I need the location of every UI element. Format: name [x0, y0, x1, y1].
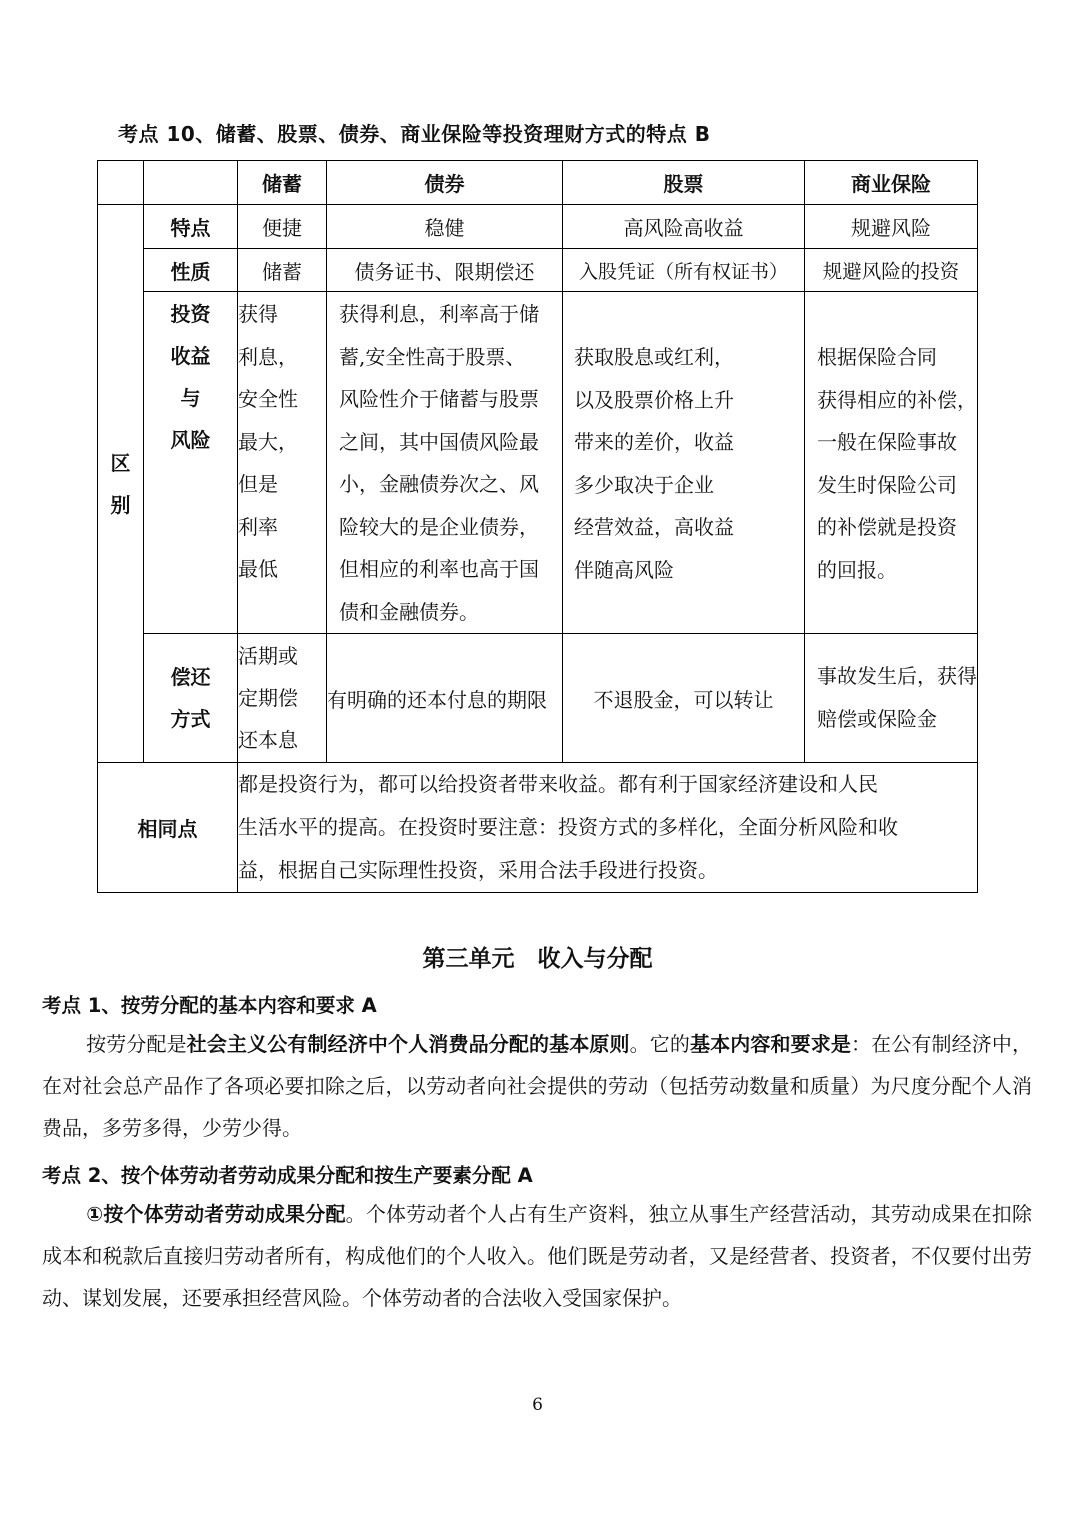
repay-savings: 活期或 定期偿 还本息 — [238, 634, 327, 763]
feature-label: 特点 — [144, 205, 238, 249]
row-return — [98, 292, 978, 634]
return-savings: 获得 利息， 安全性 最大， 但是 利率 最低 — [238, 292, 327, 634]
unit-title: 第三单元 收入与分配 — [422, 946, 653, 972]
kp1-title: 考点 1、按劳分配的基本内容和要求 A — [42, 994, 377, 1017]
header-empty-2 — [144, 161, 238, 205]
row-feature — [98, 205, 978, 249]
nature-savings: 储蓄 — [238, 249, 327, 292]
same-content: 都是投资行为，都可以给投资者带来收益。都有利于国家经济建设和人民 生活水平的提高。在投资时要注意：投资方式的多样化，全面分析风险和收 益，根据自己实际理性投资，采用合法手段进行投资。 — [238, 763, 978, 893]
nature-insurance: 规避风险的投资 — [805, 249, 978, 292]
nature-bond: 债务证书、限期偿还 — [327, 249, 563, 292]
row-same — [98, 763, 978, 893]
header-empty-1 — [98, 161, 144, 205]
page-number: 6 — [532, 1395, 543, 1415]
kp1-paragraph: 按劳分配是社会主义公有制经济中个人消费品分配的基本原则。它的基本内容和要求是：在公有制经济中，在对社会总产品作了各项必要扣除之后，以劳动者向社会提供的劳动（包括劳动数量和质量）为尺度分配个人消费品，多劳多得，少劳少得。 — [42, 1032, 1033, 1140]
kp2-title: 考点 2、按个体劳动者劳动成果分配和按生产要素分配 A — [42, 1164, 533, 1187]
table-header-row — [98, 161, 978, 205]
feature-insurance: 规避风险 — [805, 205, 978, 249]
header-insurance: 商业保险 — [805, 161, 978, 205]
header-stock: 股票 — [563, 161, 805, 205]
header-bond: 债券 — [327, 161, 563, 205]
nature-stock: 入股凭证（所有权证书） — [563, 249, 805, 292]
repay-stock: 不退股金，可以转让 — [563, 634, 805, 763]
header-savings: 储蓄 — [238, 161, 327, 205]
comparison-table — [97, 160, 978, 893]
repay-insurance: 事故发生后，获得 赔偿或保险金 — [805, 634, 978, 763]
same-label: 相同点 — [98, 763, 238, 893]
repay-bond: 有明确的还本付息的期限 — [327, 634, 563, 763]
row-nature — [98, 249, 978, 292]
return-stock: 获取股息或红利， 以及股票价格上升 带来的差价，收益 多少取决于企业 经营效益，高收益 伴随高风险 — [563, 292, 805, 634]
nature-label: 性质 — [144, 249, 238, 292]
kp2-paragraph: ①按个体劳动者劳动成果分配。个体劳动者个人占有生产资料，独立从事生产经营活动，其劳动成果在扣除成本和税款后直接归劳动者所有，构成他们的个人收入。他们既是劳动者，又是经营者、投资者，不仅要付出劳动、谋划发展，还要承担经营风险。个体劳动者的合法收入受国家保护。 — [42, 1202, 1033, 1310]
feature-savings: 便捷 — [238, 205, 327, 249]
section-title-kp10: 考点 10、储蓄、股票、债券、商业保险等投资理财方式的特点 B — [118, 122, 711, 146]
feature-bond: 稳健 — [327, 205, 563, 249]
feature-stock: 高风险高收益 — [563, 205, 805, 249]
repay-label: 偿还 方式 — [144, 634, 238, 763]
return-bond: 获得利息，利率高于储 蓄,安全性高于股票、 风险性介于储蓄与股票 之间，其中国债风险最 小，金融债券次之、风 险较大的是企业债券， 但相应的利率也高于国 债和金融债券。 — [327, 292, 563, 634]
return-insurance: 根据保险合同 获得相应的补偿， 一般在保险事故 发生时保险公司 的补偿就是投资 的回报。 — [805, 292, 978, 634]
diff-label: 区 别 — [98, 205, 144, 763]
row-repay — [98, 634, 978, 763]
return-label: 投资 收益 与 风险 — [144, 292, 238, 634]
